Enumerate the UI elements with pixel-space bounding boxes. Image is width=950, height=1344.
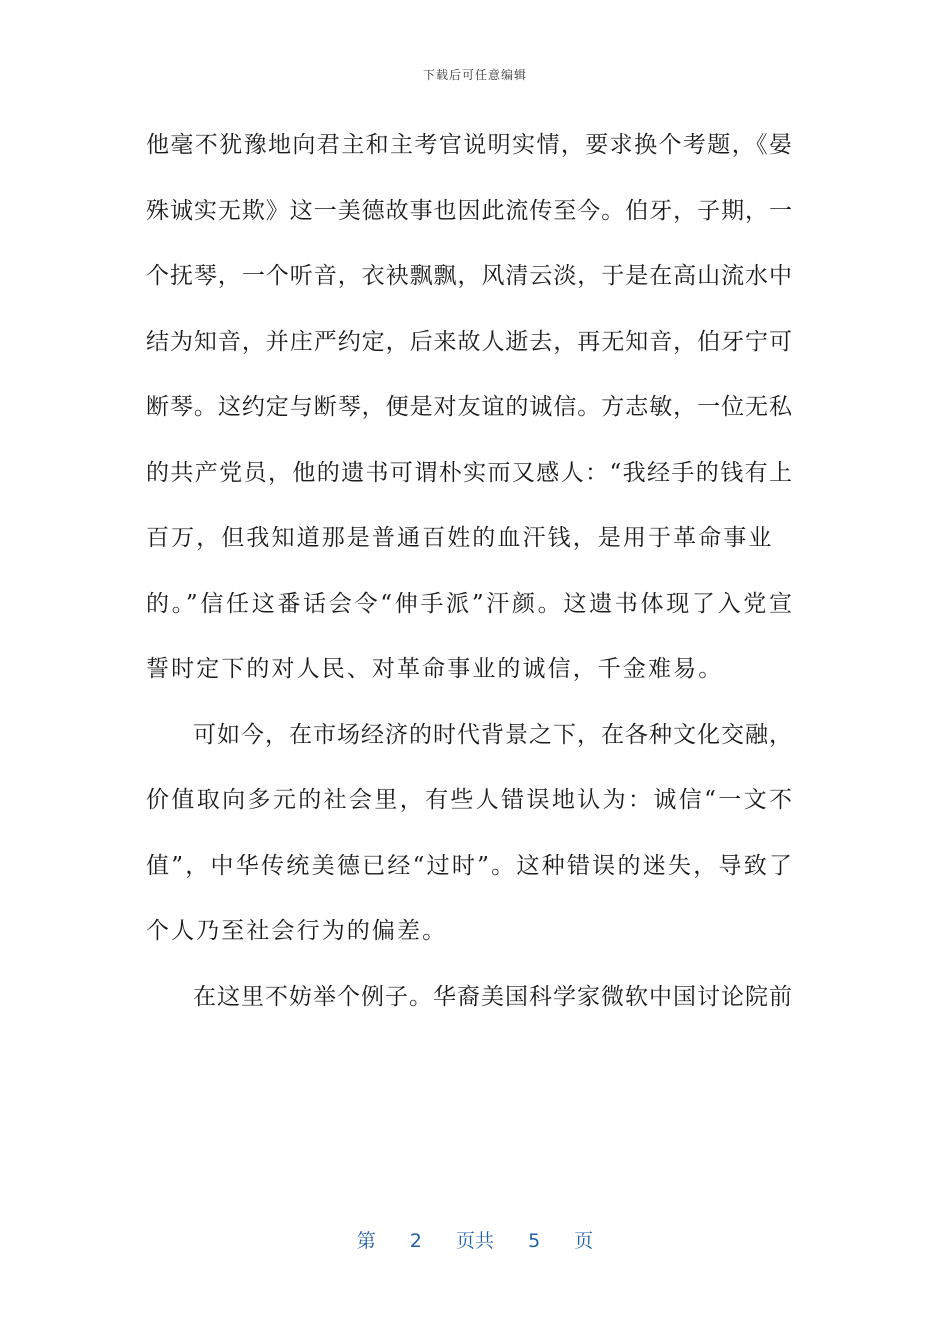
body-line: 断琴。这约定与断琴，便是对友谊的诚信。方志敏，一位无私 — [146, 394, 792, 420]
body-line: 的。”信任这番话会令“伸手派”汗颜。这遗书体现了入党宣 — [146, 590, 792, 617]
body-line: 个人乃至社会行为的偏差。 — [146, 918, 448, 944]
paragraph-start-line: 在这里不妨举个例子。华裔美国科学家微软中国讨论院前 — [193, 983, 792, 1010]
footer-middle: 页共 — [455, 1230, 494, 1252]
document-body — [146, 119, 792, 1036]
page-header: 下载后可任意编辑 — [422, 68, 527, 82]
current-page-number: 2 — [409, 1230, 422, 1252]
body-line: 价值取向多元的社会里，有些人错误地认为：诚信“一文不 — [146, 787, 792, 813]
total-pages-number: 5 — [528, 1230, 541, 1252]
body-line: 值”，中华传统美德已经“过时”。这种错误的迷失，导致了 — [146, 852, 792, 879]
body-line: 结为知音，并庄严约定，后来故人逝去，再无知音，伯牙宁可 — [146, 328, 792, 355]
body-line: 个抚琴，一个听音，衣袂飘飘，风清云淡，于是在高山流水中 — [146, 263, 792, 289]
footer-prefix: 第 — [356, 1230, 376, 1252]
paragraph-start-line: 可如今，在市场经济的时代背景之下，在各种文化交融， — [193, 721, 792, 748]
body-line: 誓时定下的对人民、对革命事业的诚信，千金难易。 — [146, 656, 724, 682]
body-line: 百万，但我知道那是普通百姓的血汗钱，是用于革命事业 — [146, 525, 774, 551]
body-line: 他毫不犹豫地向君主和主考官说明实情，要求换个考题，《晏 — [146, 132, 792, 158]
body-line: 殊诚实无欺》这一美德故事也因此流传至今。伯牙，子期，一 — [146, 197, 792, 224]
footer-suffix: 页 — [574, 1230, 594, 1252]
body-line: 的共产党员，他的遗书可谓朴实而又感人：“我经手的钱有上 — [146, 459, 792, 486]
page-footer — [0, 1226, 950, 1253]
